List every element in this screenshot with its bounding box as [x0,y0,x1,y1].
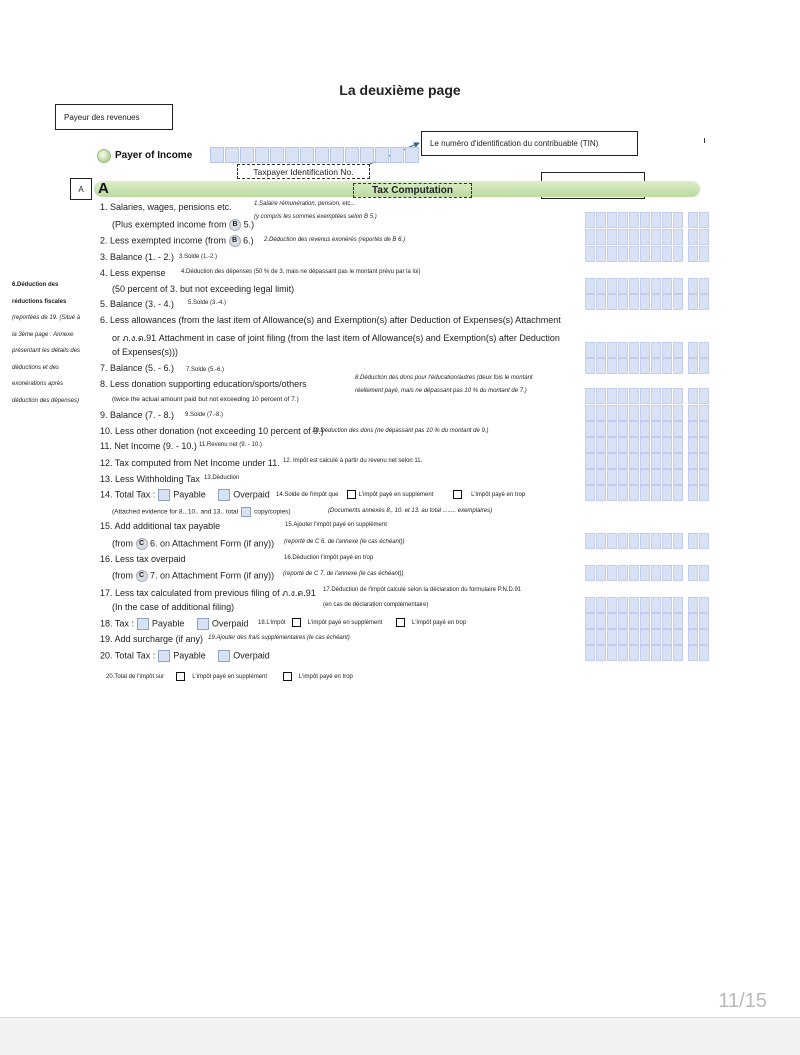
line-11: 11. Net Income (9. - 10.) [100,441,197,451]
line-1: 1. Salaries, wages, pensions etc. [100,202,232,212]
line-14-fr: 14.Solde de l'impôt que L'impôt payé en supplément L'impôt payé en trop [276,490,525,499]
line-9-fr: 9.Solde (7.-8.) [185,412,224,418]
line-5: 5. Balance (3. - 4.) [100,299,175,309]
side-note-title-1: 6.Déduction des [12,282,59,288]
amount-field-12[interactable] [585,453,709,469]
checkbox-fr-supp-18[interactable] [292,618,301,627]
line-13-fr: 13.Déduction [204,475,240,481]
line-15a-fr: 15.Ajouter l'impôt payé en supplément [285,522,387,528]
line-17a-fr: 17.Déduction de l'impôt calculé selon la déclaration du formulaire P.N.D.91 [323,587,522,593]
side-note-line-5: exonérations après [12,381,64,387]
line-16b-fr: (reporté de C 7. de l'annexe (le cas échéant)) [283,571,404,577]
circle-b-icon: B [229,235,241,247]
line-6b: or ภ.ง.ด.91 Attachment in case of joint filing (from the last item of Allowance(s) and Exemption(s) after Deduction [112,333,560,343]
amount-field-16[interactable] [585,565,709,581]
payer-bullet-icon [97,149,111,163]
amount-field-13[interactable] [585,469,709,485]
line-8-fr-1: 8.Déduction des dons pour l'éducation/autres (deux fois le montant [355,375,533,381]
amount-field-8[interactable] [585,388,709,404]
side-note [12,277,94,409]
line-2-fr: 2.Déduction des revenus exonérés (reportés de B 6.) [264,237,406,243]
line-14b: (Attached evidence for 8., 10.. and 13.. total copy/copies) [112,508,291,516]
amount-field-10[interactable] [585,421,709,437]
line-10-fr: 10.Déduction des dons (ne dépassant pas 10 % du montant de 9.) [312,428,489,434]
amount-field-18[interactable] [585,613,709,629]
checkbox-payable-14[interactable] [158,489,170,501]
line-3-fr: 3.Solde (1.-2.) [179,254,218,260]
line-6c: of Expenses(s))) [112,347,179,357]
checkbox-fr-trop-20[interactable] [283,672,292,681]
tax-computation-heading: Tax Computation [353,183,472,198]
amount-field-11[interactable] [585,437,709,453]
line-11-fr: 11.Revenu net (9. - 10.) [199,442,262,448]
amount-field-2[interactable] [585,246,709,262]
tin-caption: Taxpayer Identification No. [237,164,370,179]
page-title: La deuxième page [339,82,461,98]
callout-payer: Payeur des revenues [55,104,173,130]
line-14: 14. Total Tax : Payable Overpaid [100,489,270,500]
callout-tin: Le numéro d'identification du contribuable (TIN) [421,131,638,156]
side-note-title-2: réductions fiscales [12,298,67,305]
line-5-fr: 5.Solde (3.-4.) [188,300,227,306]
copies-input[interactable] [241,507,251,517]
side-note-line-4: déductions et des [12,364,60,371]
line-4b: (50 percent of 3. but not exceeding legal limit) [112,284,295,294]
line-8b: (twice the actual amount paid but not exceeding 10 percent of 7.) [112,396,299,403]
line-8-fr-2: réellement payé, mais ne dépassant pas 10 % du montant de 7.) [355,388,527,394]
line-17a: 17. Less tax calculated from previous filing of ภ.ง.ด.91 [100,588,316,598]
checkbox-fr-trop-14[interactable] [453,490,462,499]
line-10: 10. Less other donation (not exceeding 10 percent of 9.) [100,426,324,436]
side-note-line-3: présentant les détails des [12,348,81,354]
checkbox-overpaid-14[interactable] [218,489,230,501]
line-4: 4. Less expense [100,268,166,278]
amount-field-7[interactable] [585,358,709,374]
circle-c-icon: C [136,570,148,582]
amount-field-6[interactable] [585,342,709,358]
line-15a: 15. Add additional tax payable [100,521,221,531]
line-17b: (In the case of additional filing) [112,602,235,612]
callout-letter-a: A [70,178,92,200]
line-8a: 8. Less donation supporting education/sports/others [100,379,307,389]
checkbox-payable-18[interactable] [137,618,149,630]
line-7-fr: 7.Solde (5.-6.) [186,367,225,373]
circle-b-icon: B [229,219,241,231]
line-15b-fr: (reporté de C 6. de l'annexe (le cas échéant)) [284,539,405,545]
side-note-line-1: (reportées de 19. (Situé à [12,315,81,321]
checkbox-overpaid-18[interactable] [197,618,209,630]
amount-field-17[interactable] [585,597,709,613]
checkbox-fr-trop-18[interactable] [396,618,405,627]
line-9: 9. Balance (7. - 8.) [100,410,175,420]
page-indicator: 11/15 [718,990,767,1012]
bottom-toolbar [0,1017,800,1055]
line-19: 19. Add surcharge (if any) [100,634,204,644]
side-note-line-2: la 3ème page : Annexe [12,331,74,338]
line-12-fr: 12. Impôt est calculé à partir du revenu net selon 11. [283,458,423,464]
line-20: 20. Total Tax : Payable Overpaid [100,650,270,661]
line-3: 3. Balance (1. - 2.) [100,252,175,262]
line-12: 12. Tax computed from Net Income under 11. [100,458,280,468]
amount-field-9[interactable] [585,405,709,421]
tin-input-boxes[interactable] [210,147,419,163]
line-1b: (Plus exempted income from B 5.) [112,219,255,230]
circle-c-icon: C [136,538,148,550]
line-16b: (from C 7. on Attachment Form (if any)) [112,570,275,581]
amount-field-5[interactable] [585,294,709,310]
amount-field-15[interactable] [585,533,709,549]
line-1b-fr: (y compris les sommes exemptées selon B 5.) [254,214,377,220]
line-6a: 6. Less allowances (from the last item of Allowance(s) and Exemption(s) after Deduction of Expenses(s) Attachment [100,315,561,325]
amount-field-4[interactable] [585,278,709,294]
line-15b: (from C 6. on Attachment Form (if any)) [112,538,275,549]
checkbox-payable-20[interactable] [158,650,170,662]
line-7: 7. Balance (5. - 6.) [100,363,175,373]
checkbox-fr-supp-20[interactable] [176,672,185,681]
line-16a: 16. Less tax overpaid [100,554,186,564]
side-note-line-6: déduction des dépenses) [12,397,80,404]
amount-field-20[interactable] [585,645,709,661]
line-13: 13. Less Withholding Tax [100,474,200,484]
checkbox-fr-supp-14[interactable] [347,490,356,499]
section-letter-a: A [98,180,109,197]
payer-of-income-label: Payer of Income [115,150,193,161]
checkbox-overpaid-20[interactable] [218,650,230,662]
line-14b-fr: (Documents annexés 8., 10. et 13. au total ........ exemplaires) [328,508,493,514]
line-18-fr: 18.L'impôt L'impôt payé en supplément L'impôt payé en trop [258,618,466,627]
line-4-fr: 4.Déduction des dépenses (50 % de 3, mais ne dépassant pas le montant prévu par la loi) [181,269,421,275]
amount-field-14[interactable] [585,485,709,501]
line-16a-fr: 16.Déduction l'impôt payé en trop [284,555,374,561]
amount-field-1b[interactable] [585,229,709,245]
line-1-fr: 1.Salaire rémunération, pension, etc... [254,201,356,207]
line-18: 18. Tax : Payable Overpaid [100,618,249,629]
line-19-fr: 19.Ajouter des frais supplémentaires (le cas échéant) [208,635,350,641]
line-2: 2. Less exempted income (from B 6.) [100,235,254,246]
amount-field-19[interactable] [585,629,709,645]
line-17b-fr: (en cas de déclaration complémentaire) [323,602,429,608]
line-20-fr: 20.Total de l'impôt sur L'impôt payé en supplément L'impôt payé en trop [106,672,353,681]
amount-field-1[interactable] [585,212,709,228]
